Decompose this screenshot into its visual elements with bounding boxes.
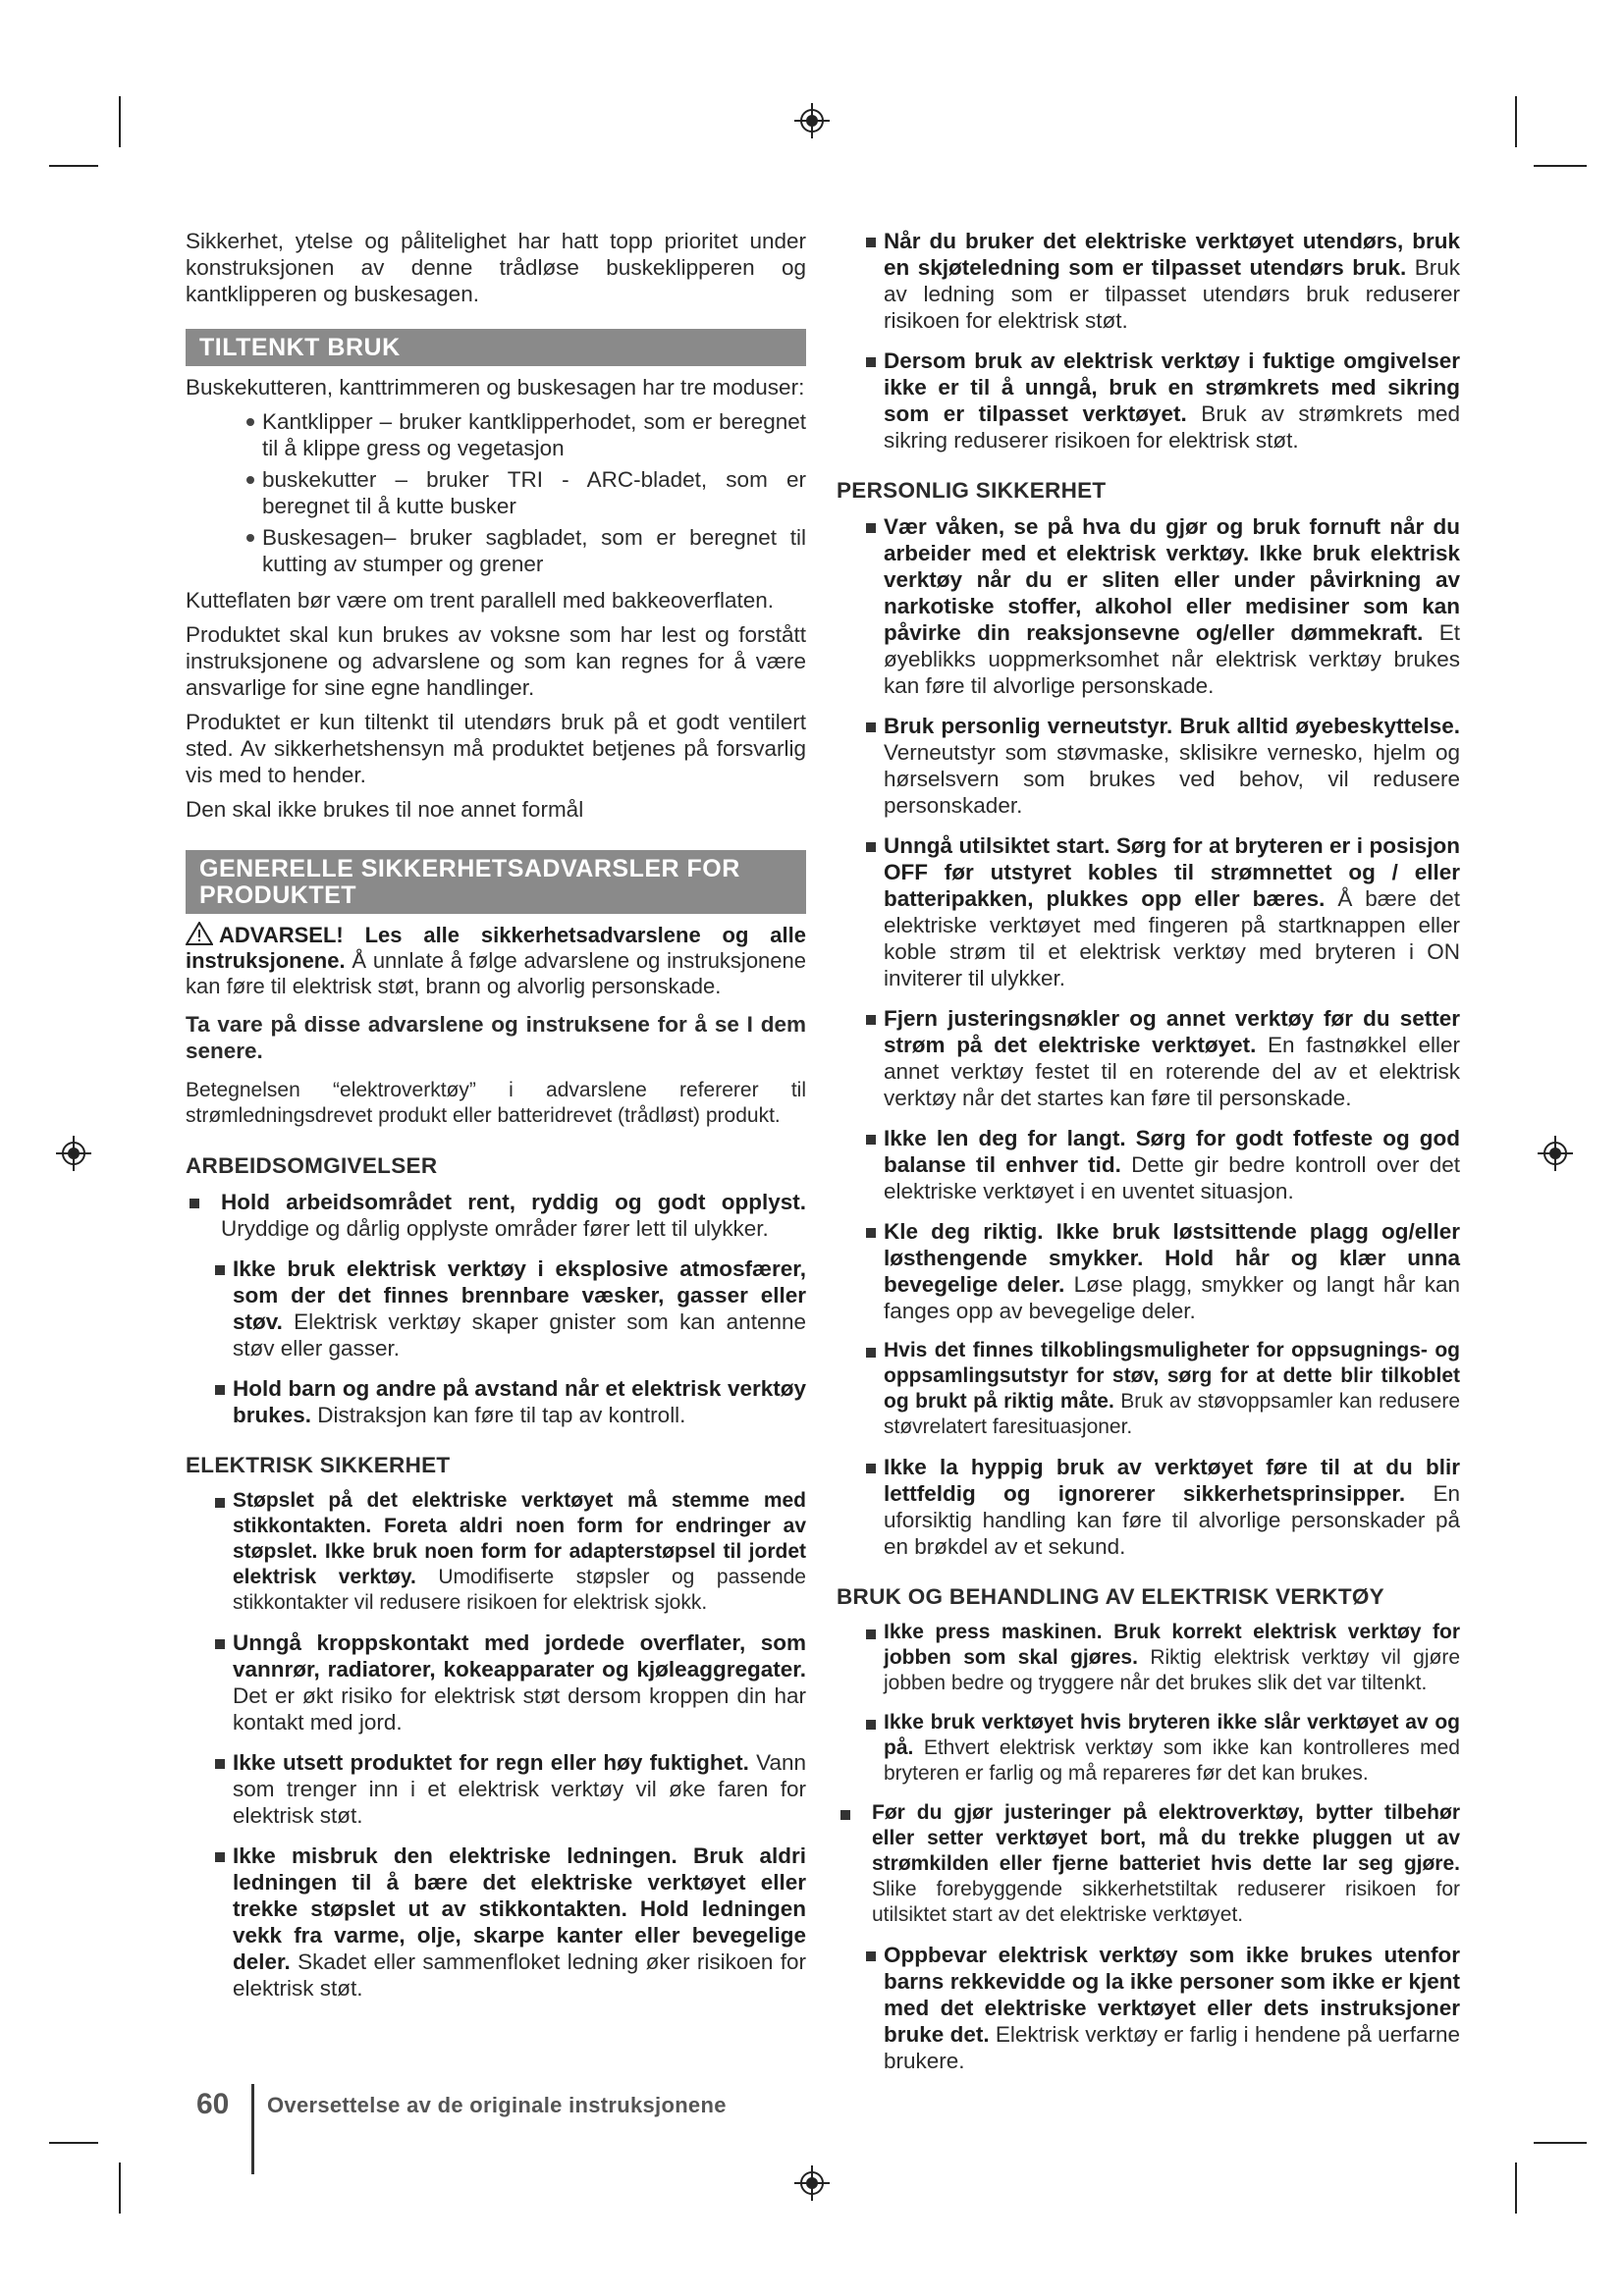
paragraph: Produktet er kun tiltenkt til utendørs bruk på et godt ventilert sted. Av sikkerhetshensyn må produktet betjenes på forsvarlig vis med to hender.	[186, 710, 806, 787]
paragraph: Produktet skal kun brukes av voksne som har lest og forstått instruksjonene og advarslene og som kan regnes for å være ansvarlige for sine egne handlinger.	[186, 622, 806, 700]
footer-divider	[251, 2084, 254, 2174]
item-bold: Hvis det finnes tilkoblingsmuligheter for oppsugnings- og oppsamlingsutstyr for støv, sørg for at dette blir tilkoblet og brukt på riktig måte.	[884, 1339, 1460, 1413]
list-item	[837, 513, 1460, 699]
list-item	[837, 1338, 1460, 1440]
right-column	[837, 228, 1460, 2088]
tool-use-list	[837, 1620, 1460, 2074]
paragraph: Kutteflaten bør være om trent parallell med bakkeoverflaten.	[186, 588, 775, 613]
item-bold: Hold barn og andre på avstand når et elektrisk verktøy brukes.	[233, 1376, 806, 1427]
list-item	[837, 1800, 1460, 1928]
electrical-safety-list	[186, 1488, 806, 2002]
list-item	[837, 1005, 1460, 1111]
item-text: Elektrisk verktøy skaper gnister som kan antenne støv eller gasser.	[233, 1309, 806, 1361]
item-text: Å bære det elektriske verktøyet med fingeren på startknappen eller koble strøm til et elektrisk verktøy med bryteren i ON inviterer til ulykker.	[884, 886, 1460, 990]
modes-list	[186, 408, 806, 577]
personal-safety-list	[837, 513, 1460, 1560]
item-text: Dette gir bedre kontroll over det elektriske verktøyet i en uventet situasjon.	[884, 1152, 1460, 1203]
item-bold: Kle deg riktig. Ikke bruk løstsittende plagg og/eller løsthengende smykker. Hold hår og klær unna bevegelige deler.	[884, 1219, 1460, 1297]
list-item	[837, 1620, 1460, 1696]
item-text: Slike forebyggende sikkerhetstiltak reduserer risikoen for utilsiktet start av det elektriske verktøyet.	[872, 1878, 1460, 1926]
list-item	[837, 713, 1460, 819]
list-item	[837, 1454, 1460, 1560]
item-bold: Oppbevar elektrisk verktøy som ikke brukes utenfor barns rekkevidde og la ikke personer som ikke er kjent med det elektriske verktøyet eller dets instruksjoner bruke det.	[884, 1943, 1460, 2047]
item-bold: Fjern justeringsnøkler og annet verktøy før du setter strøm på det elektriske verktøyet.	[884, 1006, 1460, 1057]
item-text: Et øyeblikks uoppmerksomhet når elektrisk verktøy brukes kan føre til alvorlige personskade.	[884, 620, 1461, 698]
paragraph: Den skal ikke brukes til noe annet formål	[186, 797, 584, 822]
list-item	[837, 347, 1460, 454]
item-bold: Dersom bruk av elektrisk verktøy i fuktige omgivelser ikke er til å unngå, bruk en strømkrets med sikring som er tilpasset verktøyet.	[884, 348, 1460, 426]
list-item	[186, 1842, 806, 2002]
warning-text: Å unnlate å følge advarslene og instruksjonene kan føre til elektrisk støt, brann og alvorlig personskade.	[186, 948, 806, 998]
item-text: Distraksjon kan føre til tap av kontroll.	[311, 1403, 686, 1427]
item-text: Elektrisk verktøy er farlig i hendene på uerfarne brukere.	[884, 2022, 1460, 2073]
item-bold: Ikke misbruk den elektriske ledningen. Bruk aldri ledningen til å bære det elektriske verktøyet eller trekke støpslet ut av stikkontakten. Hold ledningen vekk fra varme, olje, skarpe kanter eller bevegelige deler.	[233, 1843, 806, 1974]
item-bold: Unngå utilsiktet start. Sørg for at bryteren er i posisjon OFF før utstyret kobles til strømnettet og / eller batteripakken, plukkes opp eller bæres.	[884, 833, 1460, 911]
warning-paragraph	[186, 922, 806, 999]
item-bold: Støpslet på det elektriske verktøyet må stemme med stikkontakten. Foreta aldri noen form for endringer av støpslet. Ikke bruk noen form for adapterstøpsel til jordet elektrisk verktøy.	[233, 1489, 806, 1588]
registration-mark-icon	[794, 103, 830, 138]
list-item	[837, 1710, 1460, 1787]
heading-electrical-safety: ELEKTRISK SIKKERHET	[186, 1453, 451, 1477]
warning-bold: ADVARSEL! Les alle sikkerhetsadvarslene og alle instruksjonene.	[186, 923, 806, 973]
crop-mark	[49, 165, 98, 167]
crop-mark	[1515, 2163, 1517, 2214]
item-text: Skadet eller sammenfloket ledning øker risikoen for elektrisk støt.	[233, 1949, 806, 2001]
modes-intro: Buskekutteren, kanttrimmeren og buskesagen har tre moduser:	[186, 375, 805, 400]
crop-mark	[119, 2163, 121, 2214]
item-bold: Når du bruker det elektriske verktøyet utendørs, bruk en skjøteledning som er tilpasset utendørs bruk.	[884, 229, 1460, 280]
list-item	[186, 1375, 806, 1428]
item-text: Verneutstyr som støvmaske, sklisikre vernesko, hjelm og hørselsvern som brukes ved behov, vil redusere personskader.	[884, 740, 1460, 818]
item-bold: Unngå kroppskontakt med jordede overflater, som vannrør, radiatorer, kokeapparater og kjøleaggregater.	[233, 1630, 806, 1682]
item-bold: Ikke press maskinen. Bruk korrekt elektrisk verktøy for jobben som skal gjøres.	[884, 1621, 1460, 1669]
item-text: En uforsiktig handling kan føre til alvorlige personskader på en brøkdel av et sekund.	[884, 1481, 1460, 1559]
list-item	[837, 832, 1460, 991]
item-bold: Bruk personlig verneutstyr. Bruk alltid øyebeskyttelse.	[884, 714, 1460, 738]
heading-personal-safety: PERSONLIG SIKKERHET	[837, 478, 1107, 503]
list-item	[186, 1189, 806, 1242]
item-bold: Hold arbeidsområdet rent, ryddig og godt opplyst.	[221, 1190, 806, 1214]
list-item	[186, 1629, 806, 1735]
list-item	[186, 1488, 806, 1616]
crop-mark	[1534, 165, 1587, 167]
registration-mark-icon	[56, 1136, 91, 1171]
section-heading-general-safety: GENERELLE SIKKERHETSADVARSLER FOR PRODUKTET	[186, 850, 806, 914]
item-bold: Før du gjør justeringer på elektroverktøy, bytter tilbehør eller setter verktøyet bort, må du trekke pluggen ut av strømkilden eller fjerne batteriet hvis dette lar seg gjøre.	[872, 1801, 1460, 1875]
intro-paragraph: Sikkerhet, ytelse og pålitelighet har hatt topp prioritet under konstruksjonen av denne trådløse buskeklipperen og kantklipperen og buskesagen.	[186, 229, 806, 306]
list-item	[837, 1125, 1460, 1204]
section-heading-intended-use: TILTENKT BRUK	[186, 329, 806, 366]
left-column	[186, 228, 806, 2015]
heading-tool-use: BRUK OG BEHANDLING AV ELEKTRISK VERKTØY	[837, 1584, 1384, 1609]
list-item	[186, 1749, 806, 1829]
heading-work-area: ARBEIDSOMGIVELSER	[186, 1153, 438, 1178]
crop-mark	[1515, 96, 1517, 147]
item-text: Bruk av strømkrets med sikring reduserer risikoen for elektrisk støt.	[884, 401, 1460, 453]
list-item	[837, 228, 1460, 334]
item-text: Riktig elektrisk verktøy vil gjøre jobben bedre og tryggere når det brukes slik det var tiltenkt.	[884, 1646, 1461, 1694]
mode-item: buskekutter – bruker TRI - ARC-bladet, som er beregnet til å kutte busker	[186, 466, 806, 519]
item-text: Bruk av støvoppsamler kan redusere støvrelatert faresituasjoner.	[884, 1390, 1461, 1438]
keep-instructions: Ta vare på disse advarslene og instruksene for å se I dem senere.	[186, 1012, 806, 1063]
item-bold: Ikke bruk elektrisk verktøy i eksplosive atmosfærer, som der det finnes brennbare væsker, gasser eller støv.	[233, 1256, 806, 1334]
item-text: En fastnøkkel eller annet verktøy festet til en roterende del av et elektrisk verktøy når det startes kan føre til personskade.	[884, 1033, 1460, 1110]
work-area-list	[186, 1189, 806, 1428]
list-item	[837, 1942, 1460, 2074]
electrical-safety-list-continued	[837, 228, 1460, 454]
list-item	[186, 1255, 806, 1362]
item-text: Umodifiserte støpsler og passende stikkontakter vil redusere risikoen for elektrisk sjokk.	[233, 1566, 806, 1614]
item-bold: Ikke len deg for langt. Sørg for godt fotfeste og god balanse til enhver tid.	[884, 1126, 1460, 1177]
item-bold: Ikke utsett produktet for regn eller høy fuktighet.	[233, 1750, 749, 1775]
item-text: Uryddige og dårlig opplyste områder fører lett til ulykker.	[221, 1216, 769, 1241]
item-text: Det er økt risiko for elektrisk støt dersom kroppen din har kontakt med jord.	[233, 1683, 806, 1735]
item-bold: Ikke bruk verktøyet hvis bryteren ikke slår verktøyet av og på.	[884, 1711, 1460, 1759]
item-bold: Vær våken, se på hva du gjør og bruk fornuft når du arbeider med et elektrisk verktøy. Ikke bruk elektrisk verktøy når du er sliten eller under påvirkning av narkotiske stoffer, alkohol eller medisiner som kan påvirke din reaksjonsevne og/eller dømmekraft.	[884, 514, 1460, 645]
page-number: 60	[196, 2088, 230, 2120]
mode-item: Kantklipper – bruker kantklipperhodet, som er beregnet til å klippe gress og vegetasjon	[186, 408, 806, 461]
item-text: Vann som trenger inn i et elektrisk verktøy vil øke faren for elektrisk støt.	[233, 1750, 806, 1828]
definition-paragraph: Betegnelsen “elektroverktøy” i advarslene refererer til strømledningsdrevet produkt eller batteridrevet (trådløst) produkt.	[186, 1079, 806, 1127]
crop-mark	[49, 2142, 98, 2144]
list-item	[837, 1218, 1460, 1324]
registration-mark-icon	[1538, 1136, 1573, 1171]
footer-text: Oversettelse av de originale instruksjonene	[267, 2093, 727, 2117]
crop-mark	[119, 96, 121, 147]
item-text: Bruk av ledning som er tilpasset utendørs bruk reduserer risikoen for elektrisk støt.	[884, 255, 1460, 333]
crop-mark	[1534, 2142, 1587, 2144]
mode-item: Buskesagen– bruker sagbladet, som er beregnet til kutting av stumper og grener	[186, 524, 806, 577]
item-text: Løse plagg, smykker og langt hår kan fanges opp av bevegelige deler.	[884, 1272, 1460, 1323]
item-text: Ethvert elektrisk verktøy som ikke kan kontrolleres med bryteren er farlig og må repareres før det kan brukes.	[884, 1736, 1460, 1785]
registration-mark-icon	[794, 2165, 830, 2201]
item-bold: Ikke la hyppig bruk av verktøyet føre til at du blir lettfeldig og ignorerer sikkerhetsprinsipper.	[884, 1455, 1460, 1506]
warning-triangle-icon	[186, 922, 213, 945]
